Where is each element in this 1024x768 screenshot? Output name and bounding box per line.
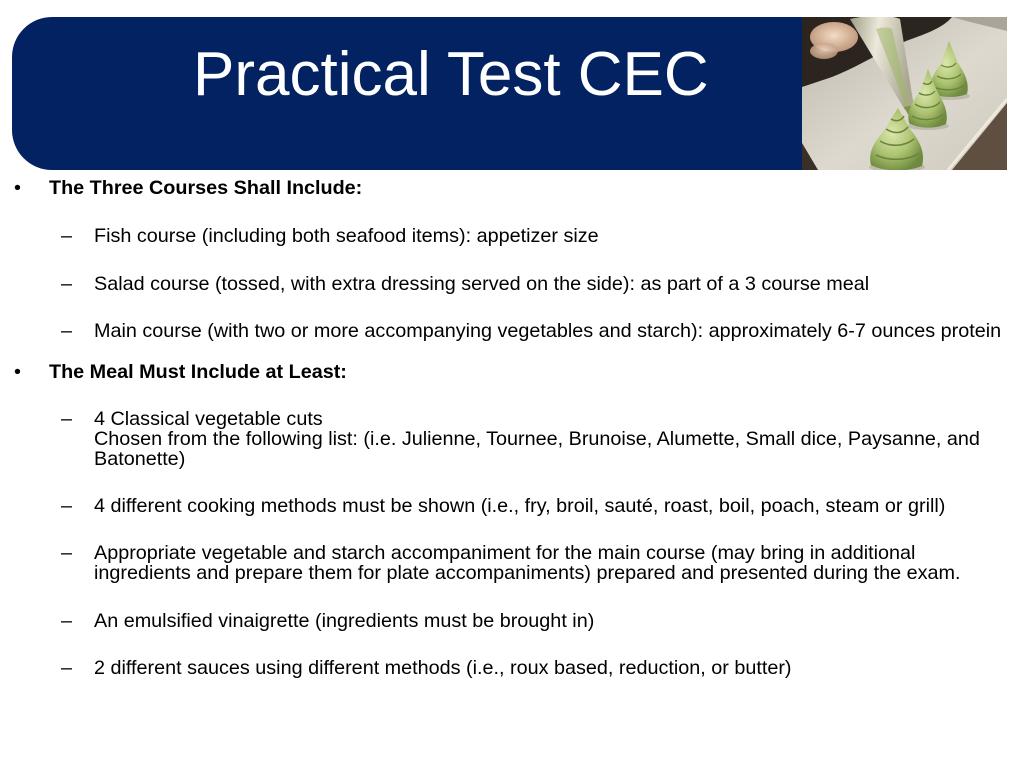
list-item-vegetable-cuts-detail: Chosen from the following list: (i.e. Julienne, Tournee, Brunoise, Alumette, Small dice, Paysanne, and (94, 428, 980, 450)
piping-food-photo (802, 17, 1007, 170)
dash-marker: – (61, 320, 73, 342)
dash-marker: – (61, 657, 73, 679)
list-item-fish-course: Fish course (including both seafood items): appetizer size (94, 225, 599, 247)
list-item-salad-course: Salad course (tossed, with extra dressing served on the side): as part of a 3 course meal (94, 273, 870, 295)
bullet-marker: • (14, 361, 21, 383)
list-item-vinaigrette: An emulsified vinaigrette (ingredients must be brought in) (94, 610, 595, 632)
bullet-marker: • (14, 177, 21, 199)
dash-marker: – (61, 273, 73, 295)
section-heading-meal-must-include: The Meal Must Include at Least: (49, 361, 347, 383)
list-item-cooking-methods: 4 different cooking methods must be shown (i.e., fry, broil, sauté, roast, boil, poach, steam or grill) (94, 495, 946, 517)
list-item-main-course: Main course (with two or more accompanying vegetables and starch): approximately 6-7 ounces protein (94, 320, 1002, 342)
dash-marker: – (61, 225, 73, 247)
dash-marker: – (61, 610, 73, 632)
list-item-vegetable-cuts-detail-end: Batonette) (94, 448, 186, 470)
list-item-sauces: 2 different sauces using different methods (i.e., roux based, reduction, or butter) (94, 657, 792, 679)
list-item-accompaniment: Appropriate vegetable and starch accompaniment for the main course (may bring in additional (94, 542, 916, 564)
dash-marker: – (61, 408, 73, 430)
dash-marker: – (61, 495, 73, 517)
dash-marker: – (61, 542, 73, 564)
title-photo (802, 17, 1007, 170)
list-item-accompaniment-continued: ingredients and prepare them for plate accompaniments) prepared and presented during the exam. (94, 562, 961, 584)
slide-title: Practical Test CEC (193, 40, 709, 109)
section-heading-three-courses: The Three Courses Shall Include: (49, 177, 363, 199)
list-item-vegetable-cuts: 4 Classical vegetable cuts (94, 408, 323, 430)
